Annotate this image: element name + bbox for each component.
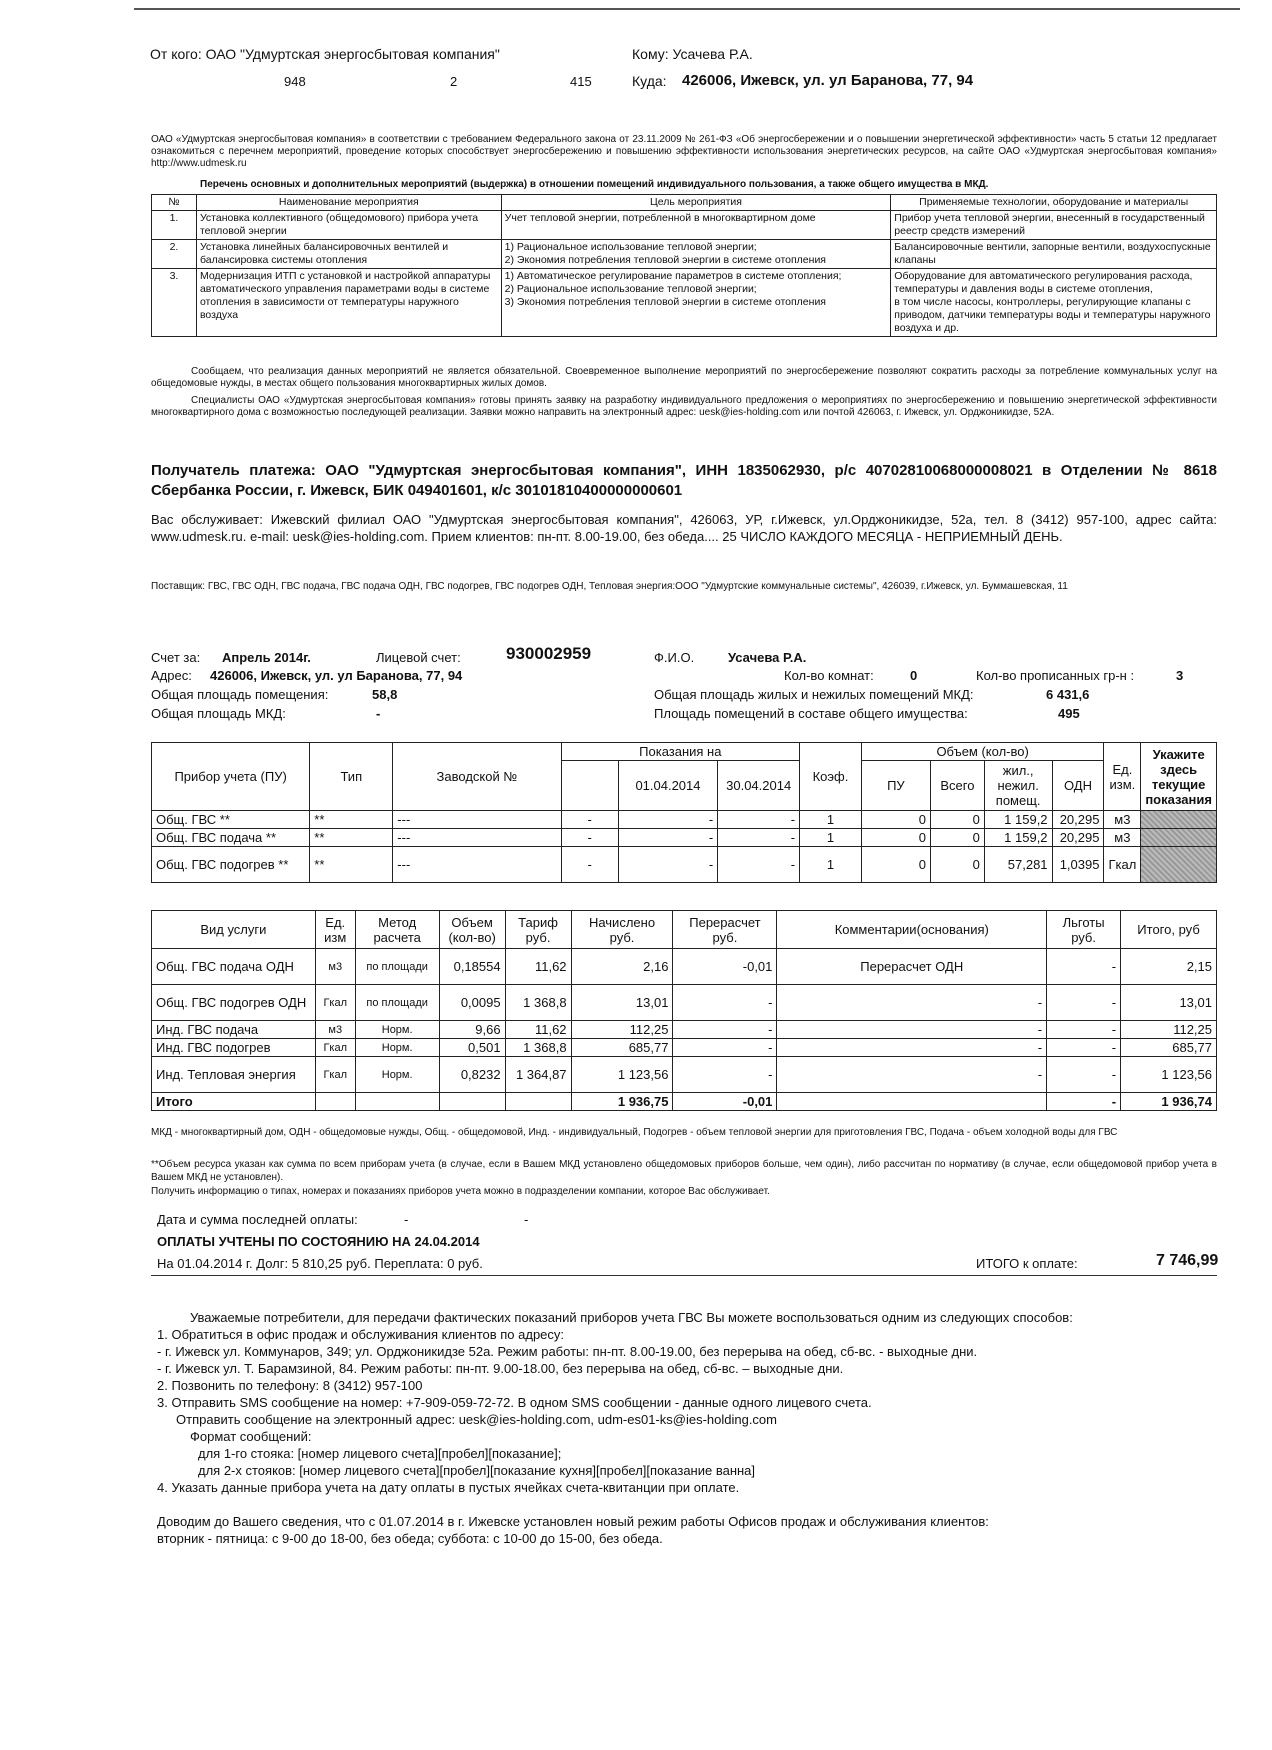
charge-total: 13,01	[1121, 985, 1217, 1021]
meters-header-coef: Коэф.	[800, 743, 862, 811]
meter-pu: 0	[861, 811, 930, 829]
info-note: Получить информацию о типах, номерах и показаниях приборов учета можно в подразделении компании, которое Вас обслуживает.	[151, 1186, 770, 1197]
charge-service: Общ. ГВС подача ОДН	[152, 949, 316, 985]
measures-row	[152, 211, 1217, 240]
payments-status: ОПЛАТЫ УЧТЕНЫ ПО СОСТОЯНИЮ НА 24.04.2014	[157, 1234, 480, 1249]
measure-tech: Балансировочные вентили, запорные вентили, воздухоспускные клапаны	[891, 240, 1217, 269]
meter-type: **	[310, 811, 393, 829]
rooms-value: 0	[910, 668, 918, 683]
measure-goal: 1) Автоматическое регулирование параметров в системе отопления; 2) Рациональное использование тепловой энергии; 3) Экономия потребления тепловой энергии в системе отопления	[501, 269, 891, 337]
charge-method: Норм.	[355, 1021, 439, 1039]
charge-method: Норм.	[355, 1039, 439, 1057]
meter-serial: ---	[393, 811, 561, 829]
charge-tariff: 1 364,87	[505, 1057, 571, 1093]
charge-row	[152, 1039, 1217, 1057]
mkd-total-area-value: 6 431,6	[1046, 687, 1090, 702]
period-value: Апрель 2014г.	[222, 650, 311, 665]
meters-header-odn: ОДН	[1052, 761, 1104, 811]
meters-header-type: Тип	[310, 743, 393, 811]
meters-header-date2: 30.04.2014	[718, 761, 800, 811]
volume-note: **Объем ресурса указан как сумма по всем приборам учета (в случае, если в Вашем МКД установлено общедомовых приборов больше, чем один), либо рассчитан по нормативу (в случае, если общедомовой прибор учета в Вашем МКД не установлен).	[151, 1159, 1217, 1183]
charge-service: Инд. Тепловая энергия	[152, 1057, 316, 1093]
top-border-line	[134, 8, 1240, 10]
measures-header-row	[152, 195, 1217, 211]
meter-coef: 1	[800, 829, 862, 847]
meter-total: 0	[931, 829, 985, 847]
charge-total: 112,25	[1121, 1021, 1217, 1039]
charge-comment: -	[777, 1021, 1047, 1039]
charge-charged: 2,16	[571, 949, 673, 985]
meter-total: 0	[931, 847, 985, 883]
measure-tech: Прибор учета тепловой энергии, внесенный в государственный реестр средств измерений	[891, 211, 1217, 240]
meter-reading-1: -	[618, 847, 718, 883]
instructions-line: - г. Ижевск ул. Коммунаров, 349; ул. Орджоникидзе 52а. Режим работы: пн-пт. 8.00-19.00, без перерыва на обед, сб-вс. - выходные дни.	[157, 1344, 978, 1359]
measures-table	[151, 194, 1217, 337]
last-payment-sum: -	[524, 1212, 529, 1227]
meter-living: 57,281	[984, 847, 1052, 883]
charge-unit: м3	[315, 949, 355, 985]
instructions-line: 1. Обратиться в офис продаж и обслуживания клиентов по адресу:	[157, 1327, 565, 1342]
charges-header-service: Вид услуги	[152, 911, 316, 949]
meter-odn: 20,295	[1052, 829, 1104, 847]
postal-code-1: 948	[284, 74, 306, 89]
meter-type: **	[310, 847, 393, 883]
measure-name: Модернизация ИТП с установкой и настройкой аппаратуры автоматического управления параметрами воды в системе отопления в зависимости от температуры наружного воздуха	[196, 269, 501, 337]
measures-header-tech: Применяемые технологии, оборудование и материалы	[891, 195, 1217, 211]
meters-header-blank	[561, 761, 618, 811]
charge-row	[152, 985, 1217, 1021]
charge-charged: 1 123,56	[571, 1057, 673, 1093]
charge-unit: Гкал	[315, 1039, 355, 1057]
measures-header-num: №	[152, 195, 197, 211]
meter-row	[152, 847, 1217, 883]
charge-recalc: -	[673, 985, 777, 1021]
meters-header-total: Всего	[931, 761, 985, 811]
meters-header-row-1	[152, 743, 1217, 761]
mkd-total-area-label: Общая площадь жилых и нежилых помещений МКД:	[654, 687, 974, 702]
meter-reading-1: -	[618, 811, 718, 829]
meters-header-current: Укажите здесь текущие показания	[1141, 743, 1217, 811]
charge-row	[152, 1057, 1217, 1093]
charges-total-benefits: -	[1047, 1093, 1121, 1111]
charge-charged: 112,25	[571, 1021, 673, 1039]
meter-blank: -	[561, 811, 618, 829]
charge-tariff: 11,62	[505, 1021, 571, 1039]
charges-total-charged: 1 936,75	[571, 1093, 673, 1111]
meter-living: 1 159,2	[984, 829, 1052, 847]
measure-num: 1.	[152, 211, 197, 240]
measures-title: Перечень основных и дополнительных мероприятий (выдержка) в отношении помещений индивидуального пользования, а также общего имущества в МКД.	[200, 179, 989, 190]
charges-total-row	[152, 1093, 1217, 1111]
charge-charged: 13,01	[571, 985, 673, 1021]
charge-recalc: -	[673, 1057, 777, 1093]
schedule-notice: Доводим до Вашего сведения, что с 01.07.2014 в г. Ижевске установлен новый режим работы Офисов продаж и обслуживания клиентов:	[157, 1514, 989, 1529]
charges-header-benefits: Льготы руб.	[1047, 911, 1121, 949]
address-label: Куда:	[632, 73, 667, 89]
instructions-line: для 2-х стояков: [номер лицевого счета][пробел][показание кухня][пробел][показание ванна]	[198, 1463, 756, 1478]
measures-header-name: Наименование мероприятия	[196, 195, 501, 211]
note-paragraph-1: Сообщаем, что реализация данных мероприятий не является обязательной. Своевременное выполнение мероприятий по энергосбережение позволяют сократить расходы за потребление коммунальных услуг на общедомовые нужды, в местах общего пользования многоквартирных жилых домов.	[151, 366, 1217, 389]
debt-info: На 01.04.2014 г. Долг: 5 810,25 руб. Переплата: 0 руб.	[157, 1256, 483, 1271]
meter-current-reading-cell[interactable]	[1141, 829, 1217, 847]
registered-label: Кол-во прописанных гр-н :	[976, 668, 1135, 683]
charges-header-unit: Ед. изм	[315, 911, 355, 949]
meters-header-unit: Ед. изм.	[1104, 743, 1141, 811]
meter-device: Общ. ГВС **	[152, 811, 310, 829]
meters-header-living: жил., нежил. помещ.	[984, 761, 1052, 811]
charge-volume: 0,18554	[439, 949, 505, 985]
charges-total-sum: 1 936,74	[1121, 1093, 1217, 1111]
total-due-value: 7 746,99	[1156, 1252, 1219, 1269]
meter-current-reading-cell[interactable]	[1141, 847, 1217, 883]
charge-tariff: 1 368,8	[505, 1039, 571, 1057]
measure-tech: Оборудование для автоматического регулирования расхода, температуры и давления воды в системе отопления, в том числе насосы, контроллеры, регулирующие клапаны с приводом, датчики температуры воды и температуры наружного воздуха и др.	[891, 269, 1217, 337]
charge-service: Общ. ГВС подогрев ОДН	[152, 985, 316, 1021]
meter-unit: м3	[1104, 829, 1141, 847]
charge-method: по площади	[355, 985, 439, 1021]
charge-volume: 0,0095	[439, 985, 505, 1021]
charge-comment: -	[777, 1039, 1047, 1057]
meter-reading-2: -	[718, 811, 800, 829]
meters-table	[151, 742, 1217, 883]
fio-value: Усачева Р.А.	[728, 650, 807, 665]
measure-num: 2.	[152, 240, 197, 269]
meter-unit: м3	[1104, 811, 1141, 829]
rooms-label: Кол-во комнат:	[784, 668, 874, 683]
charges-header-tariff: Тариф руб.	[505, 911, 571, 949]
charge-comment: Перерасчет ОДН	[777, 949, 1047, 985]
mkd-area-value: -	[376, 706, 381, 721]
abbreviations-note: МКД - многоквартирный дом, ОДН - общедомовые нужды, Общ. - общедомовой, Инд. - индивидуальный, Подогрев - объем тепловой энергии для приготовления ГВС, Подача - объем холодной воды для ГВС	[151, 1127, 1118, 1138]
meter-reading-2: -	[718, 847, 800, 883]
charge-recalc: -0,01	[673, 949, 777, 985]
suppliers-info: Поставщик: ГВС, ГВС ОДН, ГВС подача, ГВС подача ОДН, ГВС подогрев, ГВС подогрев ОДН, Тепловая энергия:ООО "Удмуртские коммунальные системы", 426039, г.Ижевск, ул. Буммашевская, 11	[151, 581, 1068, 592]
charge-recalc: -	[673, 1039, 777, 1057]
schedule-hours: вторник - пятница: с 9-00 до 18-00, без обеда; суббота: с 10-00 до 15-00, без обеда.	[157, 1531, 663, 1546]
charges-total-label: Итого	[152, 1093, 316, 1111]
common-area-label: Площадь помещений в составе общего имущества:	[654, 706, 968, 721]
charges-total-recalc: -0,01	[673, 1093, 777, 1111]
charges-header-total: Итого, руб	[1121, 911, 1217, 949]
meter-living: 1 159,2	[984, 811, 1052, 829]
charge-method: по площади	[355, 949, 439, 985]
account-label: Лицевой счет:	[376, 650, 461, 665]
charge-service: Инд. ГВС подача	[152, 1021, 316, 1039]
meter-row	[152, 811, 1217, 829]
meter-serial: ---	[393, 847, 561, 883]
registered-value: 3	[1176, 668, 1184, 683]
meter-row	[152, 829, 1217, 847]
instructions-line: 4. Указать данные прибора учета на дату оплаты в пустых ячейках счета-квитанции при оплате.	[157, 1480, 740, 1495]
measures-header-goal: Цель мероприятия	[501, 195, 891, 211]
meter-blank: -	[561, 847, 618, 883]
total-due-label: ИТОГО к оплате:	[976, 1256, 1078, 1271]
instructions-intro: Уважаемые потребители, для передачи фактических показаний приборов учета ГВС Вы можете воспользоваться одним из следующих способов:	[190, 1310, 1073, 1325]
from-label: От кого: ОАО "Удмуртская энергосбытовая компания"	[150, 46, 500, 62]
charge-row	[152, 1021, 1217, 1039]
measure-goal: Учет тепловой энергии, потребленной в многоквартирном доме	[501, 211, 891, 240]
charge-benefits: -	[1047, 985, 1121, 1021]
postal-code-2: 2	[450, 74, 458, 89]
charge-comment: -	[777, 985, 1047, 1021]
charges-header-comment: Комментарии(основания)	[777, 911, 1047, 949]
account-number: 930002959	[506, 644, 592, 663]
fio-label: Ф.И.О.	[654, 650, 695, 665]
charge-comment: -	[777, 1057, 1047, 1093]
charge-unit: Гкал	[315, 985, 355, 1021]
meter-odn: 1,0395	[1052, 847, 1104, 883]
meter-reading-1: -	[618, 829, 718, 847]
charges-header-row	[152, 911, 1217, 949]
account-address-value: 426006, Ижевск, ул. ул Баранова, 77, 94	[210, 668, 463, 683]
meter-coef: 1	[800, 811, 862, 829]
measures-row	[152, 269, 1217, 337]
charges-header-volume: Объем (кол-во)	[439, 911, 505, 949]
measure-num: 3.	[152, 269, 197, 337]
meters-header-device: Прибор учета (ПУ)	[152, 743, 310, 811]
instructions-line: Отправить сообщение на электронный адрес: uesk@ies-holding.com, udm-es01-ks@ies-holding.com	[176, 1412, 777, 1427]
meter-type: **	[310, 829, 393, 847]
intro-text: ОАО «Удмуртская энергосбытовая компания» в соответствии с требованием Федерального закона от 23.11.2009 № 261-ФЗ «Об энергосбережении и о повышении энергетической эффективности» часть 5 статьи 12 предлагает ознакомиться с перечнем мероприятий, проведение которых способствует энергосбережению и повышению эффективности использования энергетических ресурсов, на сайте ОАО «Удмуртская энергосбытовая компания» http://www.udmesk.ru	[151, 134, 1217, 169]
mkd-area-label: Общая площадь МКД:	[151, 706, 286, 721]
charge-unit: м3	[315, 1021, 355, 1039]
instructions-line: Формат сообщений:	[190, 1429, 312, 1444]
charge-benefits: -	[1047, 949, 1121, 985]
to-label: Кому: Усачева Р.А.	[632, 46, 753, 62]
meter-reading-2: -	[718, 829, 800, 847]
note-paragraph-2: Специалисты ОАО «Удмуртская энергосбытовая компания» готовы принять заявку на разработку индивидуального предложения о мероприятиях по энергосбережению и повышению энергетической эффективности многоквартирного дома с возможностью последующей реализации. Заявки можно направить на электронный адрес: uesk@ies-holding.com или почтой 426063, г. Ижевск, ул. Орджоникидзе, 52А.	[151, 395, 1217, 418]
meter-unit: Гкал	[1104, 847, 1141, 883]
payment-recipient: Получатель платежа: ОАО "Удмуртская энергосбытовая компания", ИНН 1835062930, р/с 40702810068000008021 в Отделении № 8618 Сбербанка России, г. Ижевск, БИК 049401601, к/с 30101810400000000601	[151, 462, 1217, 499]
charge-benefits: -	[1047, 1039, 1121, 1057]
charges-header-charged: Начислено руб.	[571, 911, 673, 949]
last-payment-date: -	[404, 1212, 409, 1227]
charge-service: Инд. ГВС подогрев	[152, 1039, 316, 1057]
charge-row	[152, 949, 1217, 985]
instructions-line: - г. Ижевск ул. Т. Барамзиной, 84. Режим работы: пн-пт. 9.00-18.00, без перерыва на обед, сб-вс. – выходные дни.	[157, 1361, 844, 1376]
instructions-line: 3. Отправить SMS сообщение на номер: +7-909-059-72-72. В одном SMS сообщении - данные одного лицевого счета.	[157, 1395, 872, 1410]
address-value: 426006, Ижевск, ул. ул Баранова, 77, 94	[682, 72, 974, 89]
meter-pu: 0	[861, 847, 930, 883]
charge-unit: Гкал	[315, 1057, 355, 1093]
meters-header-date1: 01.04.2014	[618, 761, 718, 811]
meter-current-reading-cell[interactable]	[1141, 811, 1217, 829]
charge-method: Норм.	[355, 1057, 439, 1093]
meters-header-pu: ПУ	[861, 761, 930, 811]
meter-blank: -	[561, 829, 618, 847]
account-address-label: Адрес:	[151, 668, 192, 683]
last-payment-label: Дата и сумма последней оплаты:	[157, 1212, 358, 1227]
meter-device: Общ. ГВС подогрев **	[152, 847, 310, 883]
area-value: 58,8	[372, 687, 398, 702]
service-office-info: Вас обслуживает: Ижевский филиал ОАО "Удмуртская энергосбытовая компания", 426063, УР, г.Ижевск, ул.Орджоникидзе, 52а, тел. 8 (3412) 957-100, адрес сайта: www.udmesk.ru. e-mail: uesk@ies-holding.com. Прием клиентов: пн-пт. 8.00-19.00, без обеда.... 25 ЧИСЛО КАЖДОГО МЕСЯЦА - НЕПРИЕМНЫЙ ДЕНЬ.	[151, 512, 1217, 544]
meters-header-serial: Заводской №	[393, 743, 561, 811]
period-label: Счет за:	[151, 650, 201, 665]
charge-volume: 0,501	[439, 1039, 505, 1057]
charge-benefits: -	[1047, 1021, 1121, 1039]
charge-benefits: -	[1047, 1057, 1121, 1093]
meters-header-volume: Объем (кол-во)	[861, 743, 1104, 761]
charge-tariff: 1 368,8	[505, 985, 571, 1021]
meter-serial: ---	[393, 829, 561, 847]
charge-total: 2,15	[1121, 949, 1217, 985]
meter-total: 0	[931, 811, 985, 829]
meters-header-readings: Показания на	[561, 743, 800, 761]
charge-tariff: 11,62	[505, 949, 571, 985]
meter-device: Общ. ГВС подача **	[152, 829, 310, 847]
meter-coef: 1	[800, 847, 862, 883]
charge-total: 685,77	[1121, 1039, 1217, 1057]
charges-header-recalc: Перерасчет руб.	[673, 911, 777, 949]
common-area-value: 495	[1058, 706, 1080, 721]
instructions-line: для 1-го стояка: [номер лицевого счета][пробел][показание];	[198, 1446, 562, 1461]
charge-charged: 685,77	[571, 1039, 673, 1057]
charge-volume: 0,8232	[439, 1057, 505, 1093]
meter-pu: 0	[861, 829, 930, 847]
meter-odn: 20,295	[1052, 811, 1104, 829]
divider	[151, 1275, 1217, 1276]
area-label: Общая площадь помещения:	[151, 687, 329, 702]
charge-total: 1 123,56	[1121, 1057, 1217, 1093]
measure-goal: 1) Рациональное использование тепловой энергии; 2) Экономия потребления тепловой энергии в системе отопления	[501, 240, 891, 269]
instructions-line: 2. Позвонить по телефону: 8 (3412) 957-100	[157, 1378, 423, 1393]
charge-volume: 9,66	[439, 1021, 505, 1039]
measure-name: Установка коллективного (общедомового) прибора учета тепловой энергии	[196, 211, 501, 240]
charge-recalc: -	[673, 1021, 777, 1039]
measures-row	[152, 240, 1217, 269]
charges-header-method: Метод расчета	[355, 911, 439, 949]
postal-code-3: 415	[570, 74, 592, 89]
measure-name: Установка линейных балансировочных вентилей и балансировка системы отопления	[196, 240, 501, 269]
charges-table	[151, 910, 1217, 1111]
